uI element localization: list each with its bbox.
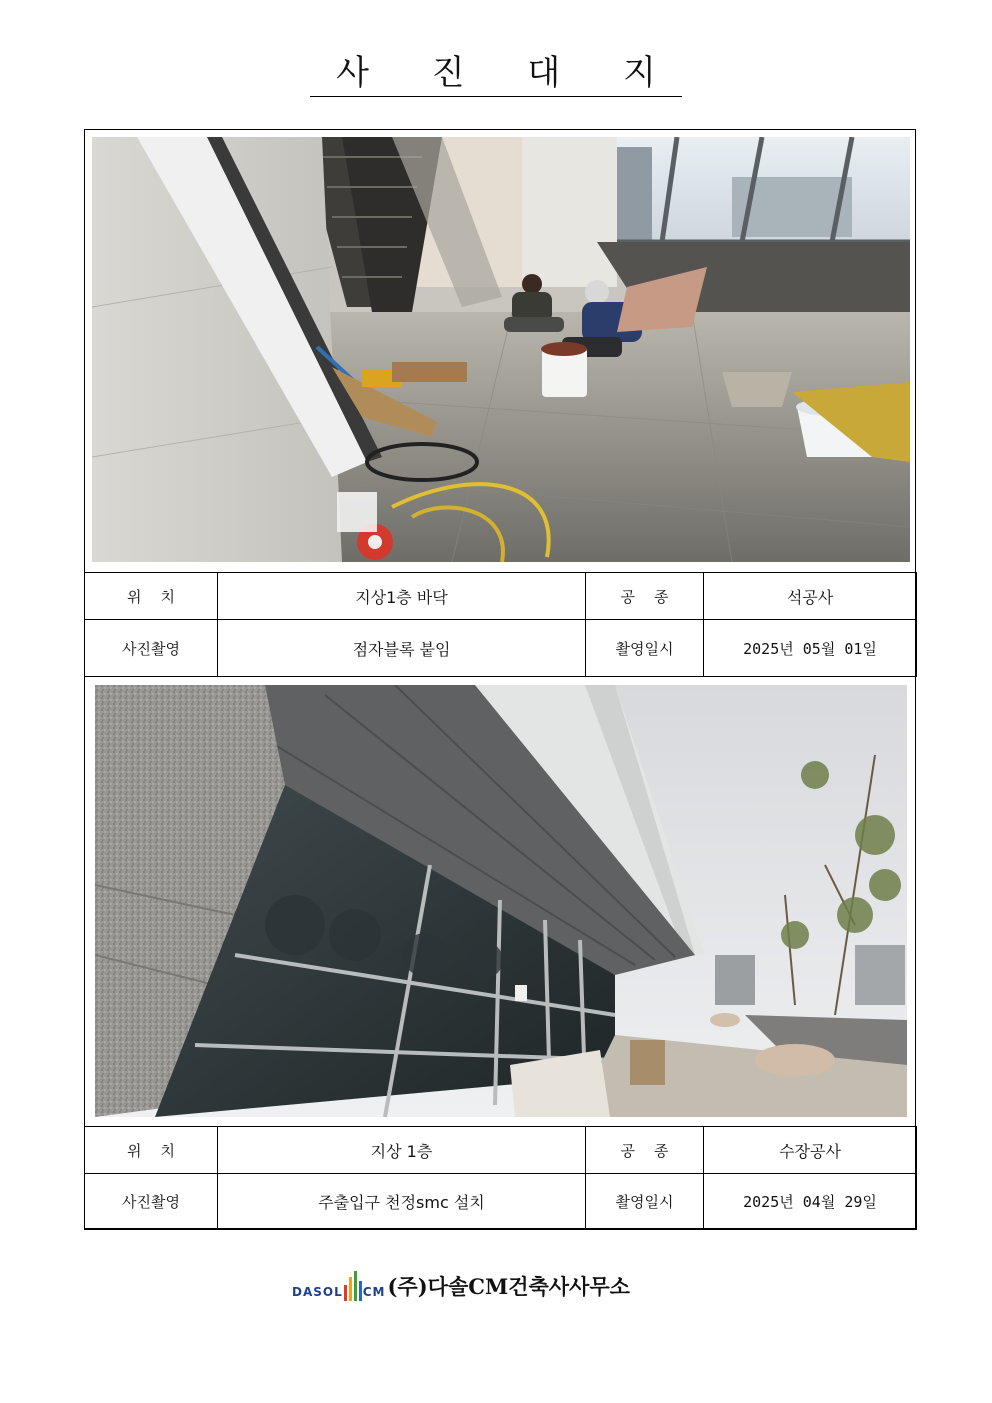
- info-row-location: [85, 1127, 917, 1174]
- trade-value: 수장공사: [704, 1127, 917, 1174]
- info-row-photo: [85, 1174, 917, 1230]
- photo-1-info-table: [84, 572, 917, 677]
- description-value: 점자블록 붙임: [218, 620, 586, 677]
- date-label: 촬영일시: [586, 620, 704, 677]
- location-label: 위 치: [85, 573, 218, 620]
- company-logo: [292, 1268, 704, 1304]
- page-title: 사 진 대 지: [310, 52, 682, 97]
- photo-sheet: [84, 129, 916, 1229]
- location-value: 지상1층 바닥: [218, 573, 586, 620]
- location-label: 위 치: [85, 1127, 218, 1174]
- photo-1-image: [92, 137, 910, 562]
- date-value: 2025년 04월 29일: [704, 1174, 917, 1230]
- date-value: 2025년 05월 01일: [704, 620, 917, 677]
- site-photo-escalator-floor: [92, 137, 910, 562]
- site-photo-entrance-canopy: [95, 685, 907, 1117]
- photo-2-info-table: [84, 1126, 917, 1230]
- logo-cm-text: CM: [362, 1285, 386, 1299]
- trade-label: 공 종: [586, 573, 704, 620]
- trade-value: 석공사: [704, 573, 917, 620]
- company-name: (주)다솔CM건축사사무소: [387, 1274, 630, 1299]
- photo-cell-2: [85, 676, 915, 1126]
- photo-label: 사진촬영: [85, 1174, 218, 1230]
- date-label: 촬영일시: [586, 1174, 704, 1230]
- location-value: 지상 1층: [218, 1127, 586, 1174]
- logo-bars-icon: [344, 1271, 362, 1301]
- trade-label: 공 종: [586, 1127, 704, 1174]
- description-value: 주출입구 천정smc 설치: [218, 1174, 586, 1230]
- photo-label: 사진촬영: [85, 620, 218, 677]
- info-row-location: [85, 573, 917, 620]
- page-title-wrap: [0, 52, 992, 97]
- info-row-photo: [85, 620, 917, 677]
- photo-2-image: [95, 685, 907, 1117]
- photo-cell-1: [85, 130, 915, 572]
- logo-dasol-text: DASOL: [292, 1285, 343, 1299]
